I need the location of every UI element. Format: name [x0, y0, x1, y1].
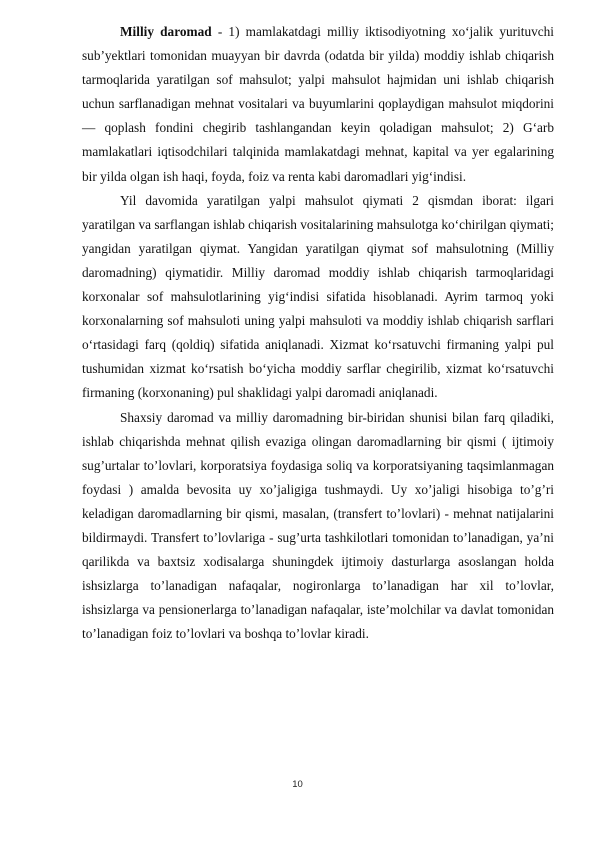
- paragraph-definition: [82, 20, 554, 189]
- paragraph-text: Shaxsiy daromad va milliy daromadning bir-biridan shunisi bilan farq qiladiki, ishlab chiqarishda mehnat qilish evaziga olingan daromadlarning bir qismi ( ijtimoiy sug’urtalar to’lovlari, korporatsiya foydasiga soliq va korporatsiyaning taqsimlanmagan foydasi ) amalda bevosita uy xo’jaligiga tushmaydi. Uy xo’jaligi hisobiga to’g’ri keladigan daromadlarning bir qismi, masalan, (transfert to’lovlari) - mehnat natijalarini bildirmaydi. Transfert to’lovlariga - sug’urta tashkilotlari tomonidan to’lanadigan, ya’ni qarilikda va baxtsiz xodisalarga shuningdek ijtimoiy dasturlarga asoslangan holda ishsizlarga to’lanadigan nafaqalar, nogironlarga to’lanadigan har xil to’lovlar, ishsizlarga va pensionerlarga to’lanadigan nafaqalar, iste’molchilar va davlat tomonidan to’lanadigan foiz to’lovlari va boshqa to’lovlar kiradi.: [82, 409, 554, 642]
- definition-text: - 1) mamlakatdagi milliy iktisodiyotning xo‘jalik yurituvchi sub’yektlari tomonidan muayyan bir davrda (odatda bir yilda) moddiy ishlab chiqarish tarmoqlarida yaratilgan sof mahsulot; yalpi mahsulot hajmidan uni ishlab chiqarish uchun sarflanadigan mehnat vositalari va buyumlarini qoplaydigan mahsulot miqdorini — qoplash fondini chegirib tashlangandan keyin qoladigan mahsulot; 2) G‘arb mamlakatlari iqtisodchilari talqinida mamlakatdagi mehnat, kapital va yer egalarining bir yilda olgan ish haqi, foyda, foiz va renta kabi daromadlari yig‘indisi.: [82, 24, 555, 184]
- page-number: 10: [292, 779, 303, 790]
- body-text: [82, 20, 554, 646]
- paragraph-text: Yil davomida yaratilgan yalpi mahsulot qiymati 2 qismdan iborat: ilgari yaratilgan va sarflangan ishlab chiqarish vositalarining mahsulotga ko‘chirilgan qiymati; yangidan yaratilgan qiymat. Yangidan yaratilgan qiymat sof mahsulotning (Milliy daromadning) qiymatidir. Milliy daromad moddiy ishlab chiqarish tarmoqlaridagi korxonalar sof mahsulotlarining yig‘indisi sifatida hisoblanadi. Ayrim tarmoq yoki korxonalarning sof mahsuloti uning yalpi mahsuloti va moddiy ishlab chiqarish sarflari o‘rtasidagi farq (qoldiq) sifatida aniqlanadi. Xizmat ko‘rsatuvchi firmaning yalpi pul tushumidan xizmat ko‘rsatish bo‘yicha moddiy sarflar chegirilib, xizmat ko‘rsatuvchi firmaning (korxonaning) pul shaklidagi yalpi daromadi aniqlanadi.: [82, 192, 554, 401]
- paragraph-gross-product: [82, 189, 554, 406]
- paragraph-personal-income: [82, 406, 554, 647]
- defined-term: Milliy daromad: [120, 24, 212, 39]
